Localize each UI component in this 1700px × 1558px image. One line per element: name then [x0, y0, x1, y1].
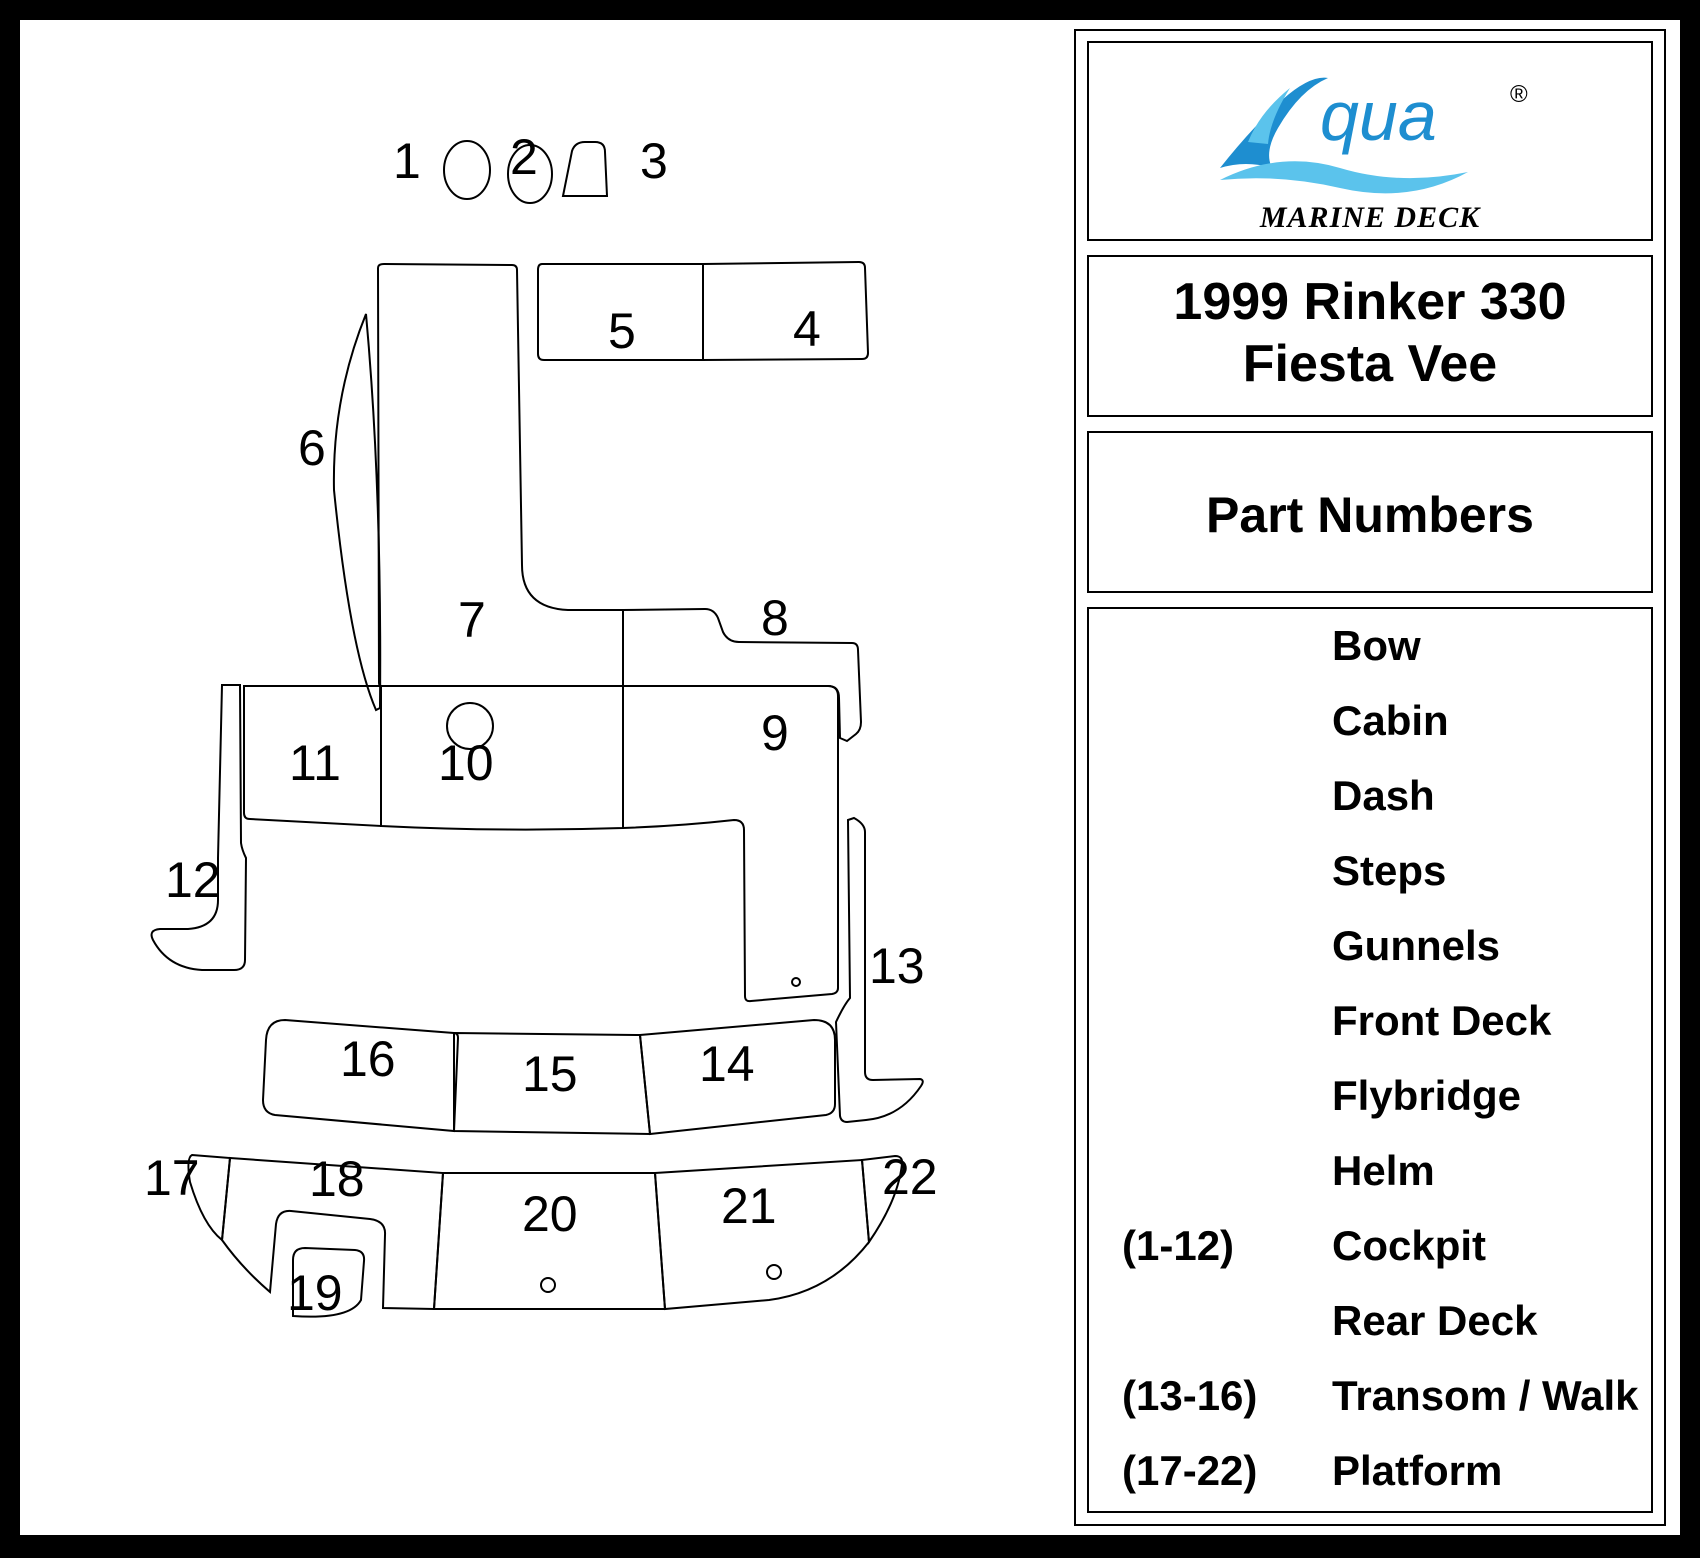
part-7-label: 7	[458, 592, 486, 648]
logo-wave-light	[1220, 161, 1468, 193]
part-8-shape	[623, 609, 861, 741]
part-14-label: 14	[699, 1036, 755, 1092]
part-2-label: 2	[510, 129, 538, 185]
aqua-logo	[1220, 77, 1528, 234]
part-6-shape	[334, 314, 380, 710]
part-4-label: 4	[793, 301, 821, 357]
legend-range: (17-22)	[1122, 1447, 1258, 1494]
part-7-shape	[378, 264, 623, 686]
legend-category: Helm	[1332, 1147, 1435, 1194]
part-9-shape	[623, 686, 838, 1001]
part-1-label: 1	[393, 133, 421, 189]
logo-tagline: MARINE DECK	[1259, 201, 1481, 234]
part-8-label: 8	[761, 590, 789, 646]
legend-row	[1097, 1147, 1657, 1207]
legend-row	[1097, 1297, 1657, 1357]
part-20-label: 20	[522, 1186, 578, 1242]
legend-range: (1-12)	[1122, 1222, 1235, 1269]
part-22-label: 22	[882, 1149, 938, 1205]
part-19-label: 19	[287, 1265, 343, 1321]
part-10-label: 10	[438, 735, 494, 791]
boat-title-line-2: Fiesta Vee	[1242, 335, 1498, 393]
part-21-hole	[767, 1265, 781, 1279]
legend-category: Cockpit	[1332, 1222, 1487, 1269]
part-13-label: 13	[869, 938, 925, 994]
part-21-label: 21	[721, 1178, 777, 1234]
legend-row	[1097, 1072, 1657, 1132]
part-18-label: 18	[309, 1151, 365, 1207]
legend-row	[1097, 1447, 1657, 1507]
part-4-shape	[703, 262, 868, 360]
logo-wave-dark	[1220, 78, 1328, 168]
part-5-label: 5	[608, 303, 636, 359]
legend-range: (13-16)	[1122, 1372, 1258, 1419]
legend-category: Front Deck	[1332, 997, 1552, 1044]
legend-row	[1097, 622, 1657, 682]
legend-category: Gunnels	[1332, 922, 1501, 969]
legend-row	[1097, 847, 1657, 907]
legend-row	[1097, 697, 1657, 757]
legend-category: Dash	[1332, 772, 1435, 819]
legend-category: Rear Deck	[1332, 1297, 1538, 1344]
part-1-shape	[444, 141, 490, 199]
legend-row	[1097, 922, 1657, 982]
part-3-shape	[563, 142, 607, 196]
legend-category: Steps	[1332, 847, 1447, 894]
part-9-hole	[792, 978, 800, 986]
part-20-hole	[541, 1278, 555, 1292]
legend-row	[1097, 772, 1657, 832]
logo-brand-text: qua	[1320, 77, 1437, 155]
part-12-label: 12	[165, 852, 221, 908]
part-10-shape	[381, 686, 623, 830]
part-15-label: 15	[522, 1046, 578, 1102]
part-9-label: 9	[761, 705, 789, 761]
legend-row	[1097, 997, 1657, 1057]
legend-category: Flybridge	[1332, 1072, 1522, 1119]
part-3-label: 3	[640, 133, 668, 189]
part-numbers-heading: Part Numbers	[1206, 487, 1534, 543]
logo-registered-mark: ®	[1510, 81, 1528, 108]
legend-category: Platform	[1332, 1447, 1503, 1494]
part-16-label: 16	[340, 1031, 396, 1087]
legend-row	[1097, 1222, 1657, 1282]
part-12-shape	[152, 685, 246, 970]
legend-category: Transom / Walk	[1332, 1372, 1639, 1419]
legend-category: Bow	[1332, 622, 1421, 669]
legend-row	[1097, 1372, 1657, 1432]
part-11-label: 11	[289, 735, 341, 791]
part-6-label: 6	[298, 420, 326, 476]
part-17-label: 17	[144, 1150, 200, 1206]
legend-category: Cabin	[1332, 697, 1449, 744]
boat-title-line-1: 1999 Rinker 330	[1173, 273, 1567, 331]
drawing-sheet	[20, 20, 1680, 1535]
